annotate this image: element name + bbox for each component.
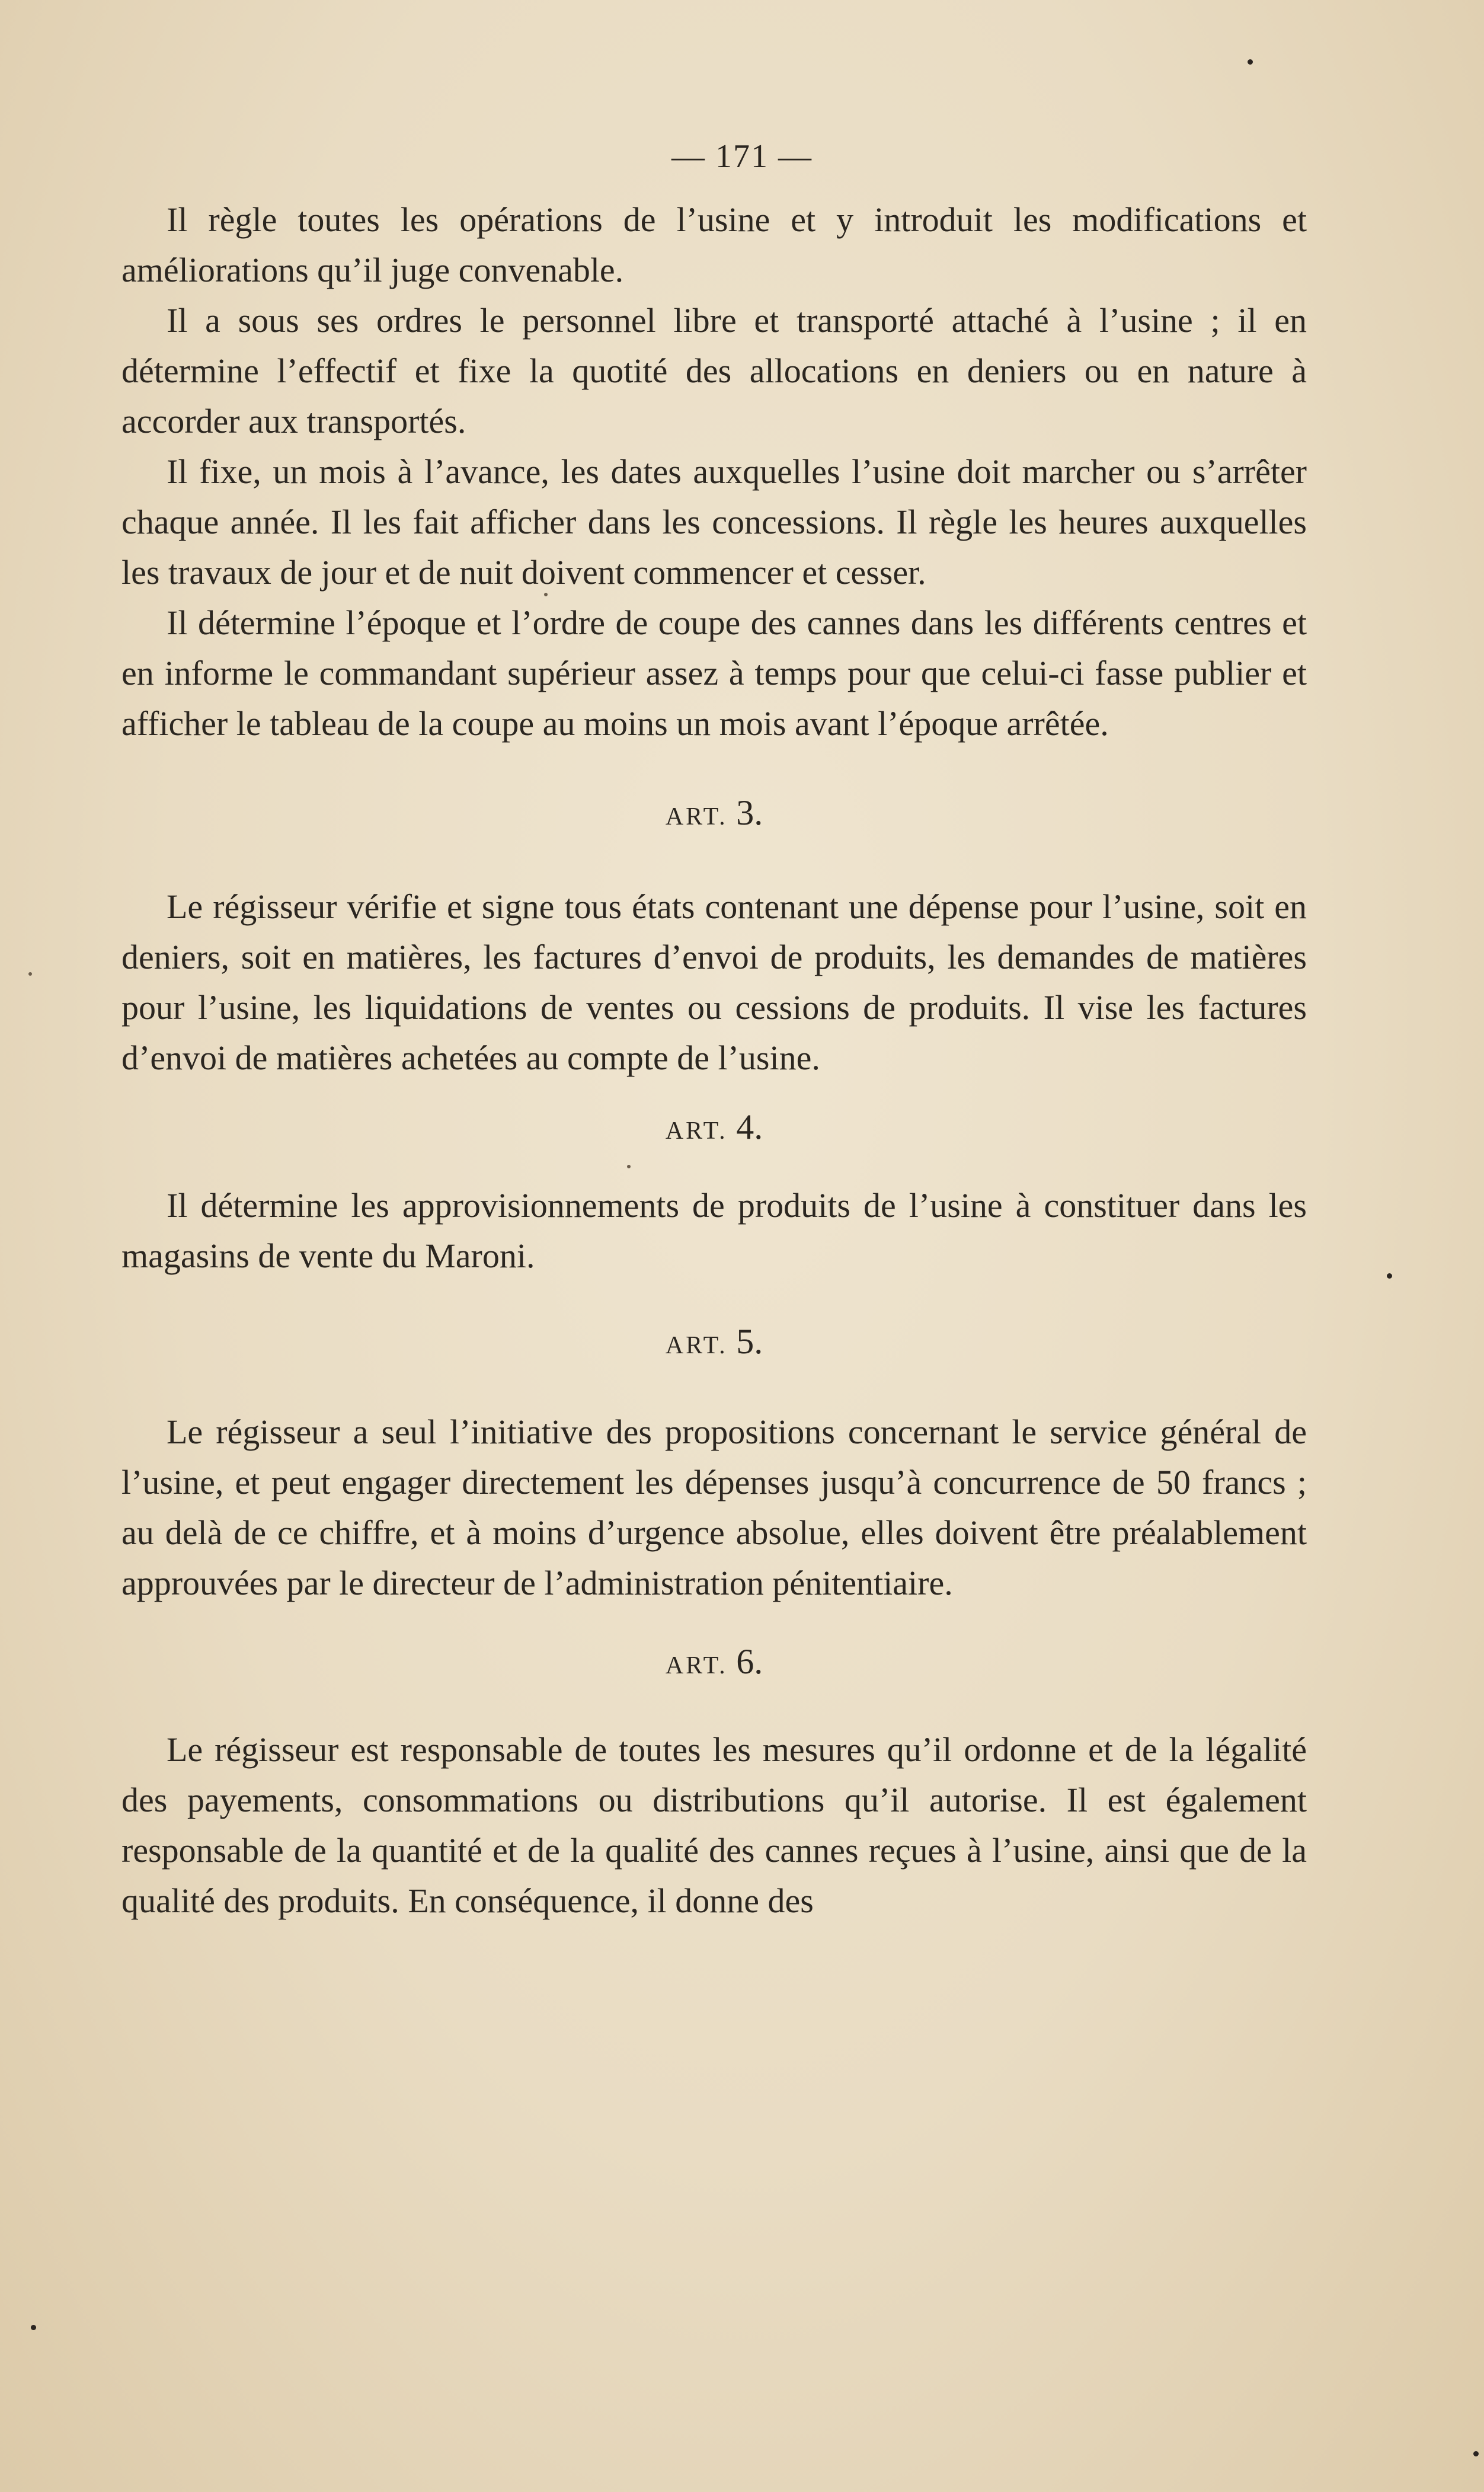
scan-speck [1473, 2451, 1479, 2456]
article-label: ART. [665, 1652, 728, 1679]
page-number: — 171 — [671, 138, 813, 175]
scan-speck [31, 2325, 36, 2330]
article-label: ART. [665, 803, 728, 830]
article-number: 4. [736, 1107, 763, 1146]
body-text [121, 194, 1307, 1926]
paragraph: Il fixe, un mois à l’avance, les dates auxquelles l’usine doit marcher ou s’arrêter chaque année. Il les fait afficher dans les concessions. Il règle les heures auxquelles les travaux de jour et de nuit doivent commencer et cesser. [121, 452, 1307, 592]
scan-speck [1387, 1273, 1392, 1279]
scan-speck [28, 972, 32, 976]
article-heading-5 [121, 1317, 1307, 1371]
article-number: 6. [736, 1642, 763, 1681]
article-heading-4 [121, 1102, 1307, 1156]
article-heading-6 [121, 1637, 1307, 1691]
article-label: ART. [665, 1332, 728, 1359]
paragraph: Il a sous ses ordres le personnel libre et transporté attaché à l’usine ; il en détermine l’effectif et fixe la quotité des allocations en deniers ou en nature à accorder aux transportés. [121, 301, 1307, 440]
paragraph: Il détermine les approvisionnements de produits de l’usine à constituer dans les magasins de vente du Maroni. [121, 1186, 1307, 1275]
paragraph: Il détermine l’époque et l’ordre de coupe des cannes dans les différents centres et en informe le commandant supérieur assez à temps pour que celui-ci fasse publier et afficher le tableau de la coupe au moins un mois avant l’époque arrêtée. [121, 603, 1307, 743]
paragraph: Le régisseur vérifie et signe tous états contenant une dépense pour l’usine, soit en deniers, soit en matières, les factures d’envoi de produits, les demandes de matières pour l’usine, les liquidations de ventes ou cessions de produits. Il vise les factures d’envoi de matières achetées au compte de l’usine. [121, 887, 1307, 1077]
paragraph: Le régisseur est responsable de toutes les mesures qu’il ordonne et de la légalité des payements, consommations ou distributions qu’il autorise. Il est également responsable de la quantité et de la qualité des cannes reçues à l’usine, ainsi que de la qualité des produits. En conséquence, il donne des [121, 1730, 1307, 1920]
paragraph: Le régisseur a seul l’initiative des propositions concernant le service général de l’usine, et peut engager directement les dépenses jusqu’à concurrence de 50 francs ; au delà de ce chiffre, et à moins d’urgence absolue, elles doivent être préalablement approuvées par le directeur de l’administration pénitentiaire. [121, 1413, 1307, 1602]
article-number: 3. [736, 793, 763, 832]
article-heading-3 [121, 788, 1307, 842]
article-label: ART. [665, 1117, 728, 1145]
paragraph: Il règle toutes les opérations de l’usine et y introduit les modifications et améliorations qu’il juge convenable. [121, 200, 1307, 289]
article-number: 5. [736, 1322, 763, 1361]
scan-speck [1248, 59, 1253, 65]
